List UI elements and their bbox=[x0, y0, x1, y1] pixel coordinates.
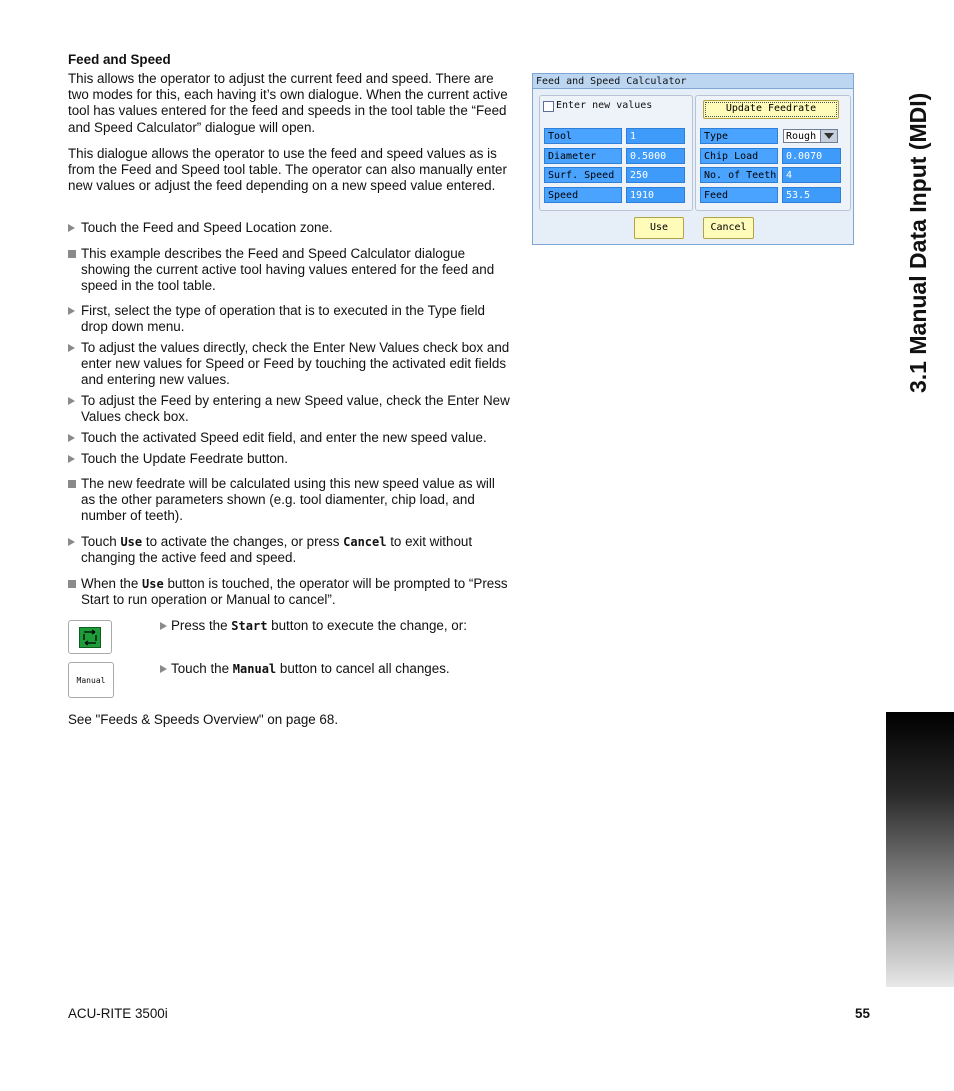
chapter-title-text: 3.1 Manual Data Input (MDI) bbox=[905, 92, 931, 393]
step-item bbox=[68, 220, 510, 236]
section-heading: Feed and Speed bbox=[68, 52, 171, 67]
arrow-bullet-icon bbox=[68, 307, 75, 315]
feed-field[interactable]: 53.5 bbox=[782, 187, 841, 203]
start-keyword: Start bbox=[231, 619, 268, 633]
surf-speed-field[interactable]: 250 bbox=[626, 167, 685, 183]
surf-speed-label: Surf. Speed bbox=[544, 167, 622, 183]
feed-speed-calculator-dialog bbox=[532, 73, 854, 245]
page-number: 55 bbox=[855, 1006, 870, 1021]
note-item bbox=[68, 476, 510, 525]
start-cycle-icon bbox=[79, 627, 101, 648]
type-select-value: Rough bbox=[786, 131, 817, 142]
arrow-bullet-icon bbox=[68, 344, 75, 352]
start-button[interactable] bbox=[68, 620, 112, 654]
enter-new-values-checkbox[interactable] bbox=[543, 101, 554, 112]
note-item bbox=[68, 246, 510, 295]
manual-keyword: Manual bbox=[232, 662, 277, 676]
tool-label: Tool bbox=[544, 128, 622, 144]
update-feedrate-button[interactable]: Update Feedrate bbox=[703, 100, 839, 119]
chip-load-label: Chip Load bbox=[700, 148, 778, 164]
square-bullet-icon bbox=[68, 580, 76, 588]
step-text: To adjust the Feed by entering a new Speed value, check the Enter New Values check box. bbox=[81, 393, 510, 425]
step-item bbox=[68, 340, 510, 389]
arrow-bullet-icon bbox=[68, 455, 75, 463]
manual-button[interactable]: Manual bbox=[68, 662, 114, 698]
note-text: When the bbox=[81, 576, 143, 591]
step-item bbox=[160, 661, 531, 677]
diameter-field[interactable]: 0.5000 bbox=[626, 148, 685, 164]
type-select[interactable] bbox=[783, 129, 838, 143]
enter-new-values-label: Enter new values bbox=[556, 100, 653, 111]
note-text: The new feedrate will be calculated using this new speed value as will as the other parameters shown (e.g. tool diamenter, chip load, and number of teeth). bbox=[81, 476, 495, 524]
note-item bbox=[68, 576, 510, 608]
step-item bbox=[68, 451, 510, 467]
intro-paragraph-2: This dialogue allows the operator to use the feed and speed values as is from the Feed and Speed tool table. The operator can also manually enter new values or adjust the feed depending on a new speed value entered. bbox=[68, 146, 507, 194]
step-item bbox=[68, 534, 510, 566]
footer-product: ACU-RITE 3500i bbox=[68, 1006, 168, 1021]
chip-load-field[interactable]: 0.0070 bbox=[782, 148, 841, 164]
intro-paragraph-1: This allows the operator to adjust the current feed and speed. There are two modes for this, each having it’s own dialogue. When the current active tool has values entered for the feed and speeds in the tool table the “Feed and Speed Calculator” dialogue will open. bbox=[68, 71, 508, 135]
speed-field[interactable]: 1910 bbox=[626, 187, 685, 203]
cancel-keyword: Cancel bbox=[343, 535, 387, 549]
cancel-button[interactable]: Cancel bbox=[703, 217, 754, 239]
diameter-label: Diameter bbox=[544, 148, 622, 164]
step-item bbox=[68, 303, 510, 335]
step-item bbox=[68, 393, 510, 425]
use-keyword: Use bbox=[120, 535, 143, 549]
chapter-tab-gradient bbox=[886, 712, 954, 987]
tool-field[interactable]: 1 bbox=[626, 128, 685, 144]
type-label: Type bbox=[700, 128, 778, 144]
arrow-bullet-icon bbox=[160, 622, 167, 630]
square-bullet-icon bbox=[68, 250, 76, 258]
use-button[interactable]: Use bbox=[634, 217, 684, 239]
chevron-down-icon[interactable] bbox=[820, 130, 837, 142]
step-text: To adjust the values directly, check the Enter New Values check box and enter new values for Speed or Feed by touching the activated edit fields and entering new values. bbox=[81, 340, 510, 388]
note-text: This example describes the Feed and Speed Calculator dialogue showing the current active tool having values entered for the feed and speed in the tool table. bbox=[81, 246, 495, 294]
arrow-bullet-icon bbox=[68, 538, 75, 546]
step-text: Touch bbox=[81, 534, 121, 549]
step-item bbox=[68, 430, 510, 446]
arrow-bullet-icon bbox=[68, 434, 75, 442]
step-text: Touch the Update Feedrate button. bbox=[81, 451, 288, 466]
speed-label: Speed bbox=[544, 187, 622, 203]
feed-label: Feed bbox=[700, 187, 778, 203]
step-text: button to cancel all changes. bbox=[276, 661, 450, 676]
no-of-teeth-label: No. of Teeth bbox=[700, 167, 778, 183]
step-text: to activate the changes, or press bbox=[142, 534, 344, 549]
step-text: button to execute the change, or: bbox=[267, 618, 467, 633]
arrow-bullet-icon bbox=[68, 224, 75, 232]
note-text: button is touched, the operator will be prompted to “Press Start to run operation or Manual to cancel”. bbox=[81, 576, 508, 608]
use-keyword: Use bbox=[142, 577, 164, 591]
arrow-bullet-icon bbox=[68, 397, 75, 405]
step-text: Touch the bbox=[171, 661, 233, 676]
square-bullet-icon bbox=[68, 480, 76, 488]
step-text: to exit without changing the active feed and speed. bbox=[81, 534, 473, 566]
step-item bbox=[160, 618, 531, 634]
step-text: First, select the type of operation that is to executed in the Type field drop down menu. bbox=[81, 303, 485, 335]
dialog-title: Feed and Speed Calculator bbox=[533, 74, 853, 89]
arrow-bullet-icon bbox=[160, 665, 167, 673]
no-of-teeth-field[interactable]: 4 bbox=[782, 167, 841, 183]
see-also-reference: See "Feeds & Speeds Overview" on page 68. bbox=[68, 712, 339, 727]
step-text: Touch the Feed and Speed Location zone. bbox=[81, 220, 333, 235]
step-text: Press the bbox=[171, 618, 232, 633]
step-text: Touch the activated Speed edit field, and enter the new speed value. bbox=[81, 430, 487, 445]
